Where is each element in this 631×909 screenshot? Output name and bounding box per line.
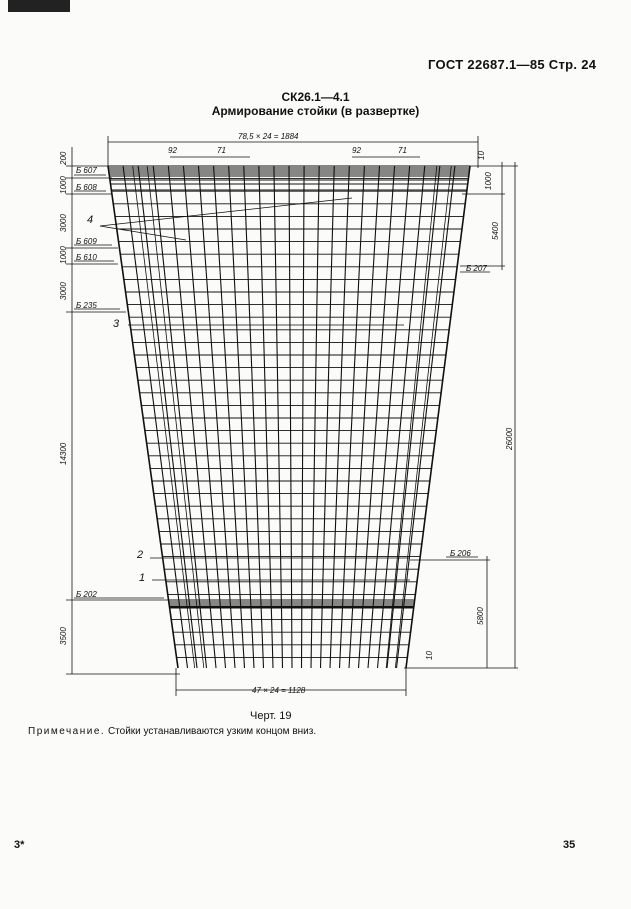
left-dim-1000-a: 1000 [59,176,68,194]
bar-label-b608: Б 608 [76,183,97,192]
right-dim-26000: 26000 [505,427,514,450]
bottom-width-label: 47 × 24 = 1128 [252,686,306,695]
drawing-subtitle: Армирование стойки (в развертке) [211,104,420,118]
note-label: Примечание. [28,726,106,737]
bar-label-b202: Б 202 [76,590,97,599]
left-dim-14300: 14300 [59,442,68,465]
left-dim-3000-b: 3000 [59,282,68,300]
left-dim-200: 200 [59,151,68,165]
callout-1: 1 [139,572,146,584]
left-dim-1000-b: 1000 [59,246,68,264]
top-edge-label: 10 [477,151,486,160]
callout-3: 3 [113,318,120,330]
right-dim-1000: 1000 [484,172,493,190]
top-spacing-d: 71 [398,146,407,155]
callout-4: 4 [87,214,94,226]
note-text: Стойки устанавливаются узким концом вниз. [105,726,317,737]
top-spacing-b: 71 [217,146,226,155]
corner-mark: 3* [14,839,25,851]
callout-2: 2 [137,549,144,561]
note [28,726,316,737]
top-width-label: 78,5 × 24 = 1884 [238,132,299,141]
bar-label-b206: Б 206 [450,549,471,558]
right-dim-5400: 5400 [491,222,500,240]
bar-label-b610: Б 610 [76,253,97,262]
standard-header: ГОСТ 22687.1—85 Стр. 24 [428,57,597,72]
page-number: 35 [563,839,576,851]
top-spacing-a: 92 [168,146,177,155]
right-dim-5800: 5800 [476,607,485,625]
bar-label-b235: Б 235 [76,301,97,310]
drawing-title: СК26.1—4.1 [281,90,350,104]
bar-label-b207: Б 207 [466,264,487,273]
bar-label-b609: Б 609 [76,237,97,246]
bar-label-b607: Б 607 [76,166,97,175]
left-dim-3500: 3500 [59,627,68,645]
top-spacing-c: 92 [352,146,361,155]
reinforcement-grid [108,166,470,668]
bottom-edge-label: 10 [425,651,434,660]
left-dim-3000-a: 3000 [59,214,68,232]
figure-caption: Черт. 19 [250,710,292,722]
